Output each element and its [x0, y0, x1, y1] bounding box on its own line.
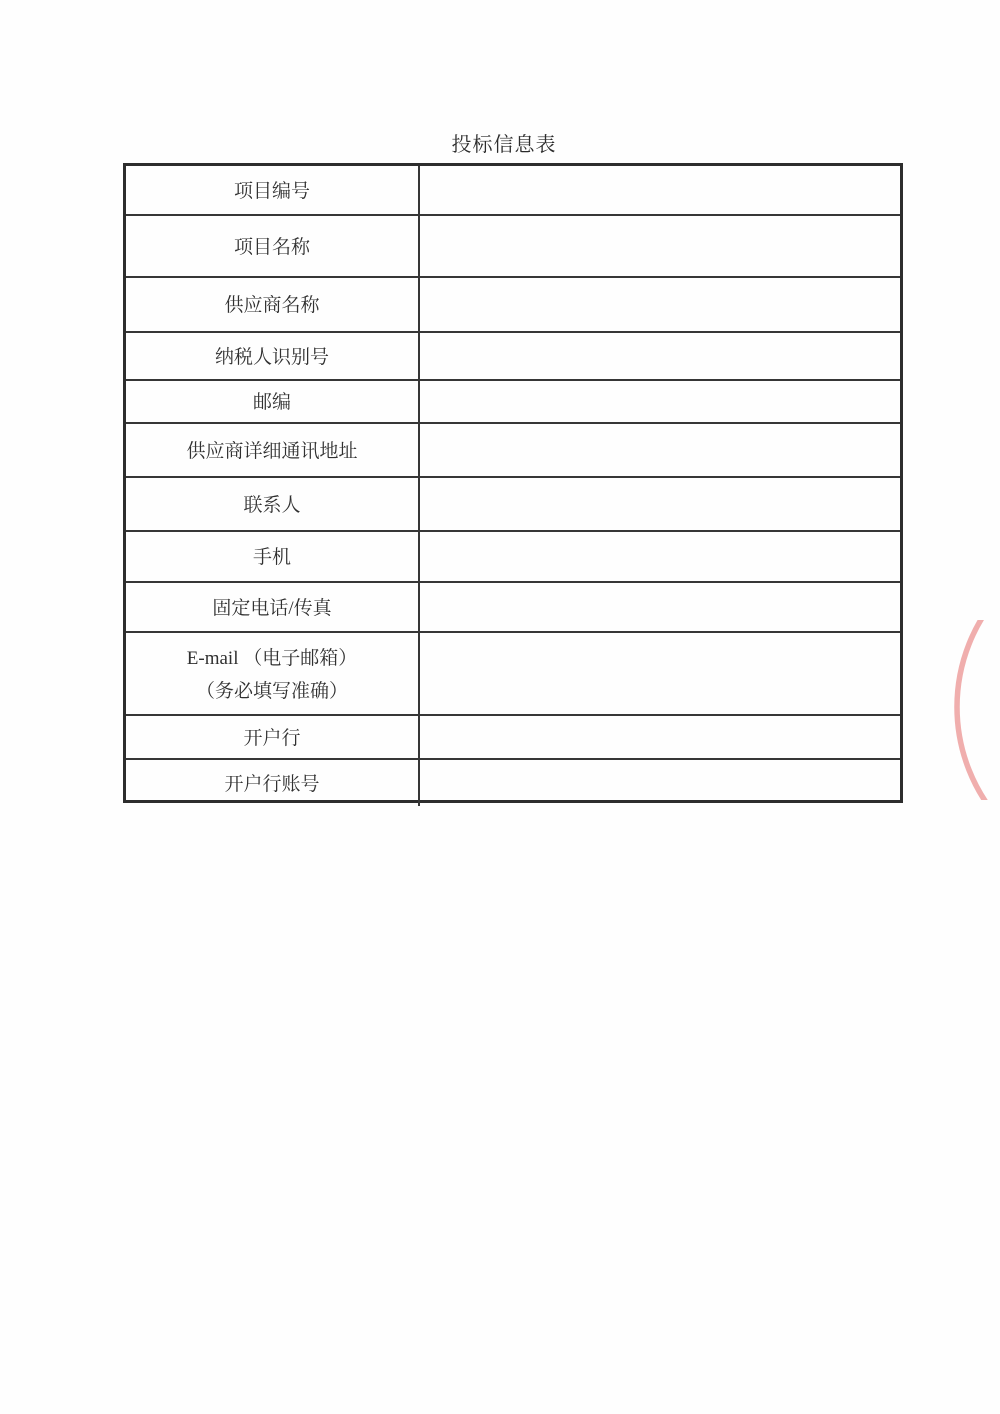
row-label: 项目名称: [126, 216, 420, 276]
row-value-cell: [420, 278, 900, 331]
table-row: [126, 758, 900, 806]
red-seal-stamp-icon: [940, 620, 1000, 800]
row-value-cell: [420, 333, 900, 379]
row-label: 开户行: [126, 716, 420, 758]
table-row: [126, 530, 900, 581]
row-label: 开户行账号: [126, 760, 420, 806]
row-value-cell: [420, 760, 900, 806]
row-value-cell: [420, 424, 900, 476]
row-value-cell: [420, 716, 900, 758]
row-value-cell: [420, 478, 900, 530]
table-row: [126, 276, 900, 331]
table-row: [126, 476, 900, 530]
row-value-cell: [420, 381, 900, 422]
row-label: 纳税人识别号: [126, 333, 420, 379]
table-row: [126, 422, 900, 476]
row-value-cell: [420, 216, 900, 276]
table-row: [126, 581, 900, 631]
row-label: 邮编: [126, 381, 420, 422]
row-label: 供应商名称: [126, 278, 420, 331]
row-value-cell: [420, 532, 900, 581]
row-label: 手机: [126, 532, 420, 581]
table-row: [126, 379, 900, 422]
table-row: [126, 631, 900, 714]
row-label-line1: E-mail （电子邮箱）: [186, 647, 358, 669]
seal-outer-ring: [957, 620, 1000, 800]
row-label-email: [126, 633, 420, 714]
row-label: 供应商详细通讯地址: [126, 424, 420, 476]
row-value-cell: [420, 633, 900, 714]
row-label: 固定电话/传真: [126, 583, 420, 631]
table-row: [126, 166, 900, 214]
table-row: [126, 331, 900, 379]
bid-info-table: [123, 163, 903, 803]
table-row: [126, 214, 900, 276]
page-title: 投标信息表: [451, 134, 557, 156]
row-label: 项目编号: [126, 166, 420, 214]
row-label-line2: （务必填写准确）: [195, 680, 348, 702]
row-value-cell: [420, 583, 900, 631]
table-row: [126, 714, 900, 758]
row-label: 联系人: [126, 478, 420, 530]
row-value-cell: [420, 166, 900, 214]
